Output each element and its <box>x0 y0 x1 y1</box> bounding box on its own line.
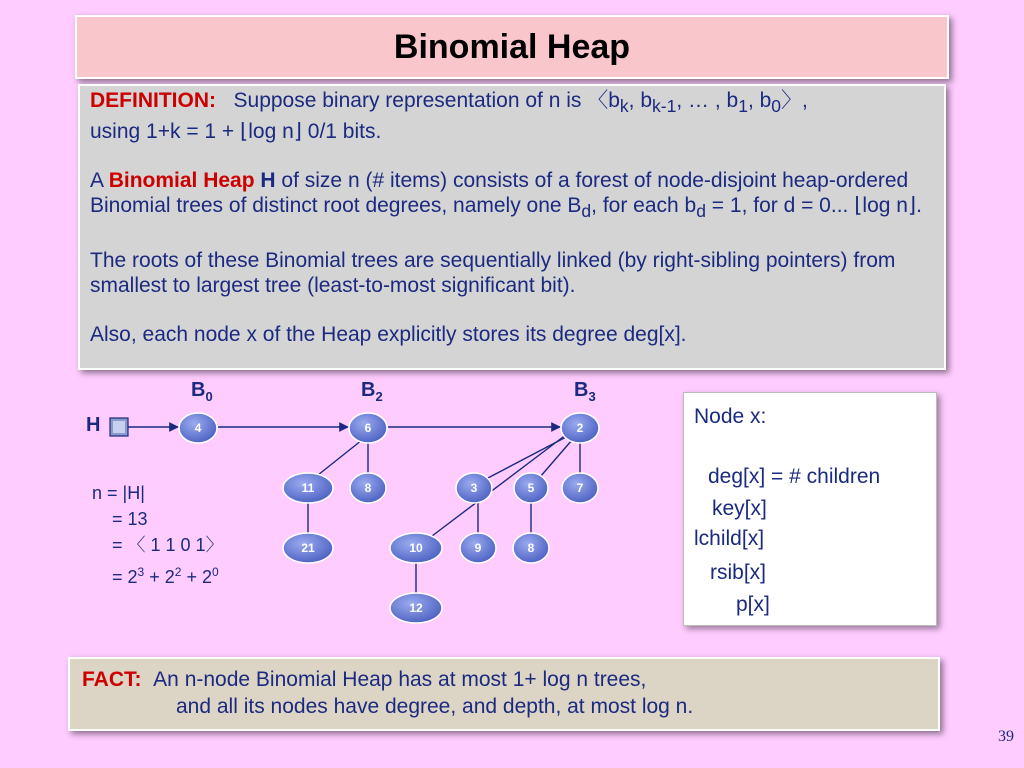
heap-pointer-label: H <box>86 414 101 436</box>
svg-text:10: 10 <box>409 541 423 555</box>
svg-text:4: 4 <box>194 421 202 435</box>
fact-line-2: and all its nodes have degree, and depth, at most log n. <box>176 695 694 718</box>
svg-text:3: 3 <box>470 481 478 495</box>
tree-edge <box>318 440 362 475</box>
definition-paragraph-3: The roots of these Binomial trees are sequentially linked (by right-sibling pointers) from smallest to largest tree (least-to-most significant bit). <box>90 249 896 298</box>
tree-label-b3: $B_3$ <box>574 379 596 404</box>
node-b0-root <box>179 413 217 443</box>
definition-paragraph-2: A Binomial Heap H of size n (# items) consists of a forest of node-disjoint heap-ordered Binomial trees of distinct root degrees, namely one $B_d$, for each $b_d = 1$, for d = 0... ⌊log n⌋. <box>90 169 922 222</box>
node-b3-great-grandchild <box>390 593 442 623</box>
fact-line-1: FACT: An n-node Binomial Heap has at most 1+ log n trees, <box>82 668 647 691</box>
node-b2-grandchild <box>283 533 333 563</box>
n-power-sum: = $2^3 + 2^2 + 2^0$ <box>112 565 219 587</box>
tree-label-b2: $B_2$ <box>361 379 383 404</box>
n-equals-13: = 13 <box>112 509 148 529</box>
definition-label: DEFINITION: <box>90 89 216 112</box>
node-b3-grandchild-1 <box>390 533 442 563</box>
field-key: key[x] <box>712 497 767 520</box>
svg-text:11: 11 <box>301 481 315 495</box>
node-b3-child-1 <box>456 473 492 503</box>
svg-text:5: 5 <box>527 481 535 495</box>
node-fields-title: Node x: <box>694 405 767 428</box>
svg-text:12: 12 <box>409 601 423 615</box>
node-b2-root <box>349 413 387 443</box>
n-equals-size: n = |H| <box>92 483 145 503</box>
field-parent: p[x] <box>736 593 770 616</box>
node-b3-child-3 <box>562 473 598 503</box>
node-b2-child-1 <box>283 473 333 503</box>
page-number: 39 <box>998 728 1014 745</box>
node-b2-child-2 <box>350 473 386 503</box>
node-fields-box <box>683 392 937 626</box>
slide-title: Binomial Heap <box>393 27 631 66</box>
svg-text:9: 9 <box>474 541 482 555</box>
svg-text:21: 21 <box>301 541 315 555</box>
definition-paragraph-4: Also, each node x of the Heap explicitly stores its degree deg[x]. <box>90 323 687 347</box>
svg-text:6: 6 <box>364 421 372 435</box>
field-deg: deg[x] = # children <box>708 465 881 488</box>
svg-text:2: 2 <box>576 421 584 435</box>
definition-paragraph-1: DEFINITION: Suppose binary representation of n is 〈$b_k$, $b_{k-1}$, … , $b_1$, $b_0$〉, using 1+k = 1 + ⌊log n⌋ 0/1 bits. <box>90 89 808 144</box>
tree-label-b0: $B_0$ <box>191 379 213 404</box>
field-rsib: rsib[x] <box>710 561 767 584</box>
binomial-heap-term: Binomial Heap <box>108 169 255 193</box>
node-b3-child-2 <box>514 473 548 503</box>
node-b3-grandchild-2 <box>460 533 496 563</box>
heap-pointer-box-inner <box>113 421 125 433</box>
node-b3-root <box>561 413 599 443</box>
fact-label: FACT: <box>82 668 142 691</box>
svg-text:8: 8 <box>527 541 535 555</box>
node-b3-grandchild-3 <box>513 533 549 563</box>
tree-edge <box>540 440 572 477</box>
svg-text:7: 7 <box>576 481 584 495</box>
fact-box <box>68 657 940 731</box>
field-lchild: lchild[x] <box>694 527 765 550</box>
svg-text:8: 8 <box>364 481 372 495</box>
n-binary-form: = 〈 1 1 0 1〉 <box>112 535 224 555</box>
